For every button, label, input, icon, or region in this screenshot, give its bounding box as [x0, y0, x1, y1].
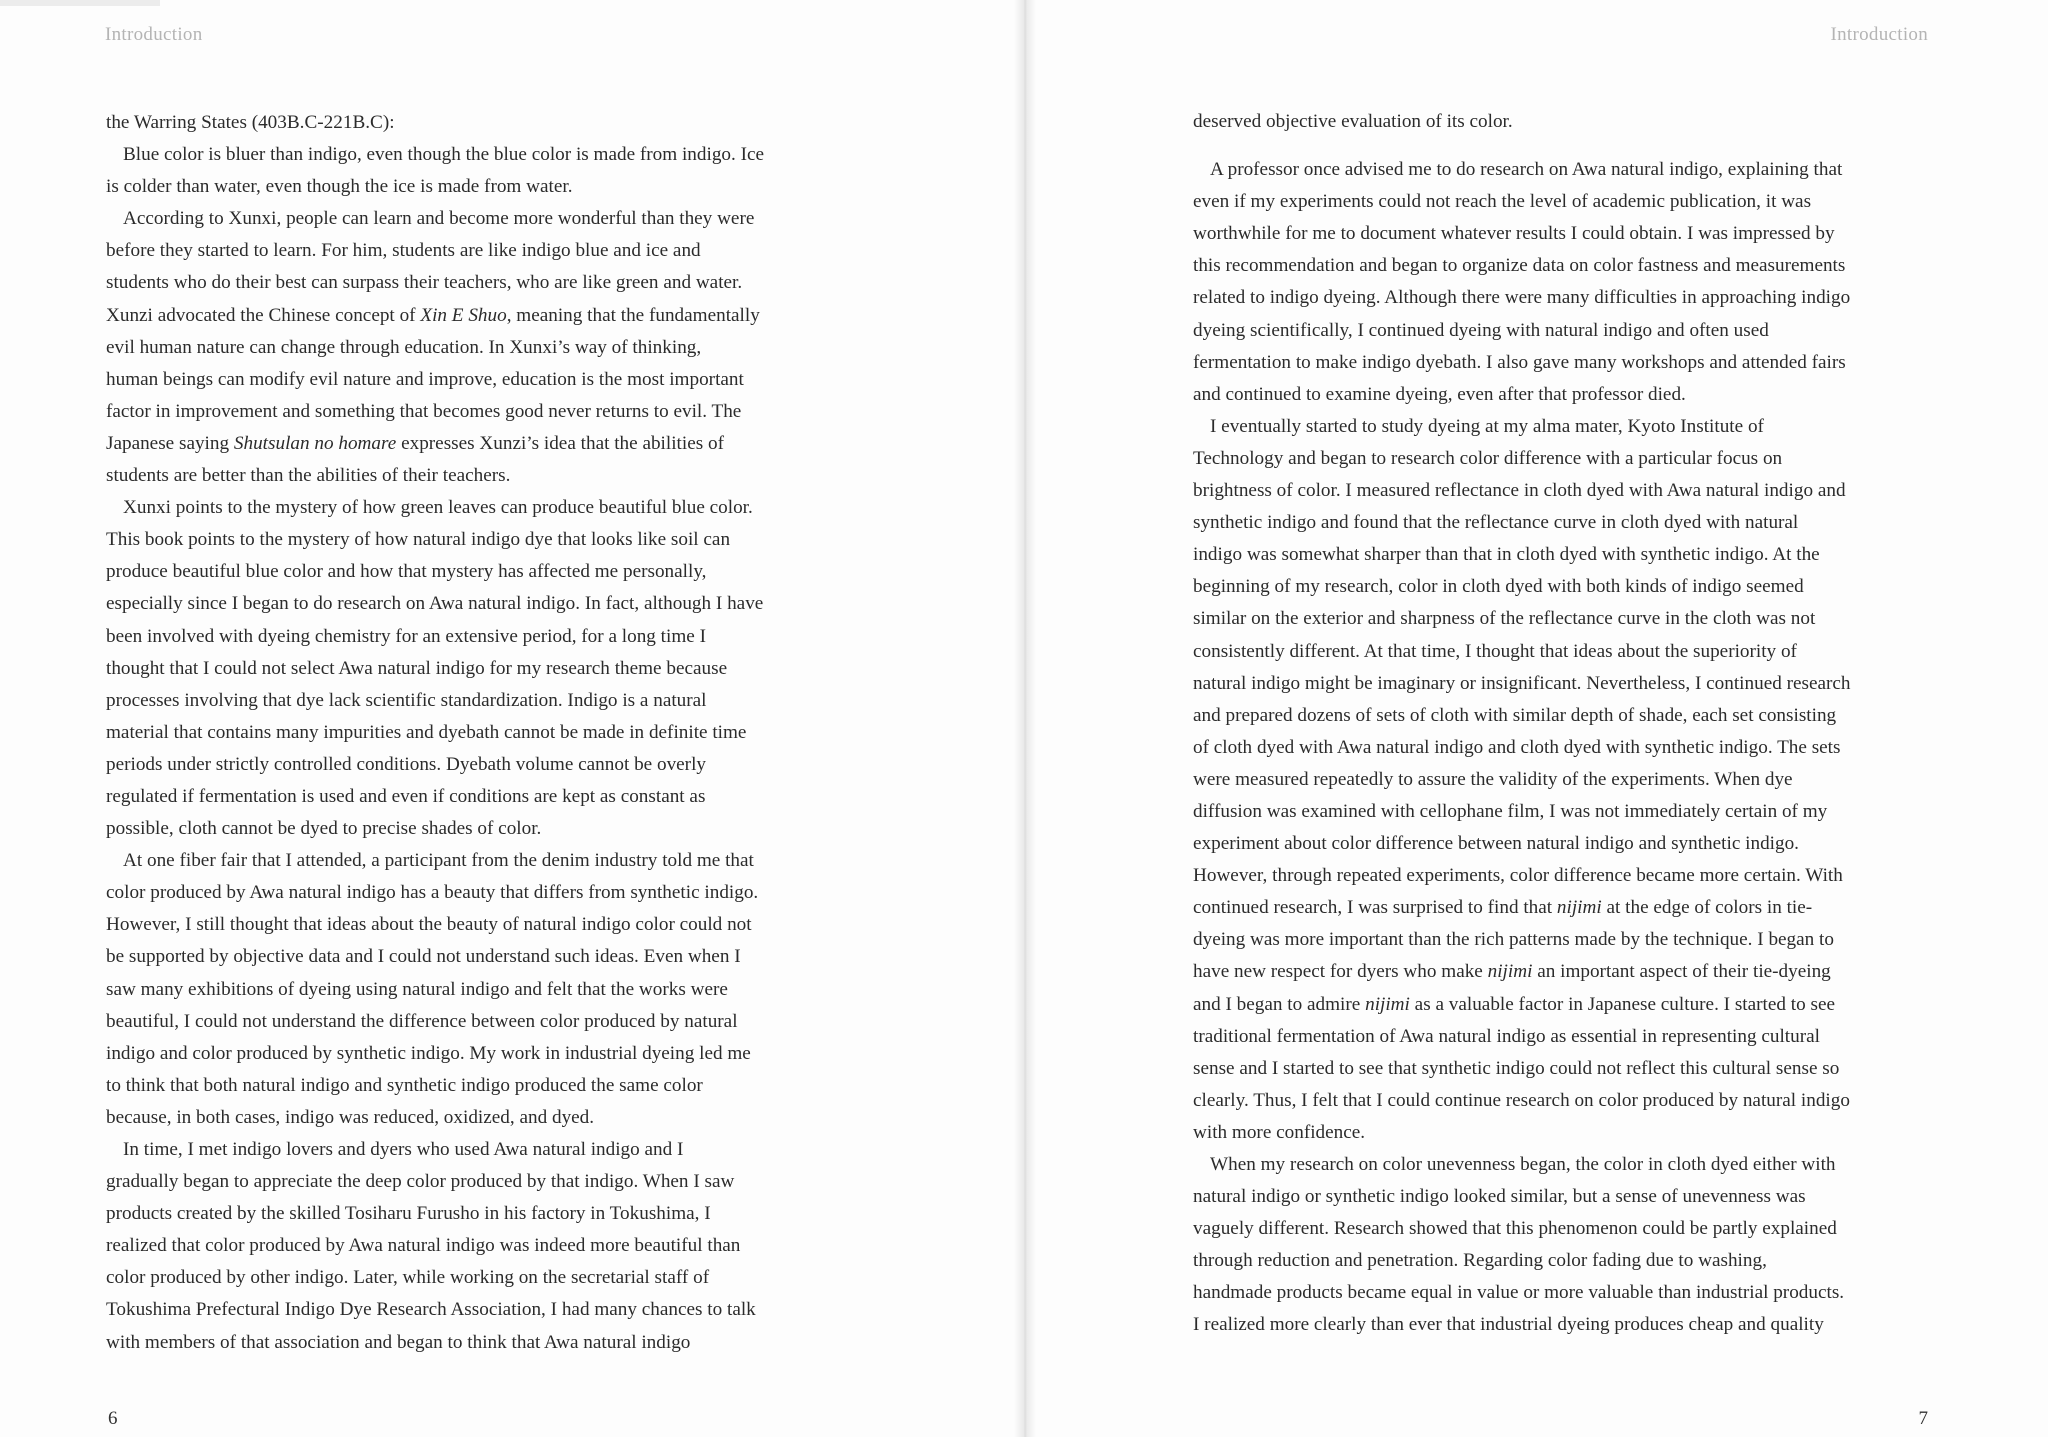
top-edge-band — [0, 0, 160, 6]
text-line — [1193, 989, 1931, 1021]
text-line — [1193, 347, 1931, 379]
text-line-segment: even if my experiments could not reach the level of academic publication, it was — [1193, 191, 1812, 213]
text-line-segment: indigo was somewhat sharper than that in cloth dyed with synthetic indigo. At the — [1193, 544, 1820, 566]
running-head: Introduction — [1830, 24, 1928, 45]
text-line-segment: similar on the exterior and sharpness of the reflectance curve in the cloth was not — [1193, 608, 1816, 630]
text-line-segment: and continued to examine dyeing, even after that professor died. — [1193, 383, 1686, 405]
text-line — [1193, 539, 1931, 571]
text-line — [1193, 860, 1931, 892]
text-line — [106, 139, 846, 171]
text-line-segment: and I began to admire — [1193, 993, 1366, 1015]
text-line-segment: synthetic indigo and found that the reflectance curve in cloth dyed with natural — [1193, 512, 1799, 534]
text-line — [1193, 764, 1931, 796]
text-line-segment: evil human nature can change through education. In Xunxi’s way of thinking, — [106, 336, 702, 358]
text-line-segment: Blue color is bluer than indigo, even though the blue color is made from indigo. Ice — [123, 144, 765, 166]
text-line — [1193, 1117, 1931, 1149]
text-line — [1193, 315, 1931, 347]
text-line-segment: handmade products became equal in value or more valuable than industrial products. — [1193, 1282, 1845, 1304]
text-line — [1193, 796, 1931, 828]
text-line — [106, 267, 846, 299]
text-line-segment: expresses Xunzi’s idea that the abilities of — [396, 432, 724, 454]
text-line-segment: Tokushima Prefectural Indigo Dye Research Association, I had many chances to talk — [106, 1299, 756, 1321]
text-line — [1193, 379, 1931, 411]
text-line-segment: I eventually started to study dyeing at my alma mater, Kyoto Institute of — [1210, 415, 1764, 437]
italic-term: nijimi — [1365, 993, 1410, 1015]
text-line-segment: fermentation to make indigo dyebath. I also gave many workshops and attended fairs — [1193, 351, 1846, 373]
body-text — [106, 107, 846, 1359]
text-line — [106, 813, 846, 845]
text-line — [106, 1262, 846, 1294]
text-line — [1193, 411, 1931, 443]
text-line — [1193, 1053, 1931, 1085]
text-line — [1193, 1021, 1931, 1053]
text-line — [1193, 636, 1931, 668]
text-line-segment: beginning of my research, color in cloth dyed with both kinds of indigo seemed — [1193, 576, 1804, 598]
text-line — [1193, 218, 1931, 250]
text-line — [106, 1070, 846, 1102]
text-line-segment: be supported by objective data and I could not understand such ideas. Even when I — [106, 946, 741, 968]
text-line — [106, 621, 846, 653]
text-line-segment: thought that I could not select Awa natural indigo for my research theme because — [106, 657, 728, 679]
text-line-segment: an important aspect of their tie-dyeing — [1532, 961, 1831, 983]
text-line — [1193, 475, 1931, 507]
text-line-segment: with members of that association and began to think that Awa natural indigo — [106, 1331, 691, 1353]
italic-term: Xin E Shuo — [420, 304, 507, 326]
text-line — [1193, 892, 1931, 924]
text-line-segment: I realized more clearly than ever that industrial dyeing produces cheap and quality — [1193, 1314, 1824, 1336]
text-line — [1193, 1213, 1931, 1245]
text-line-segment: students are better than the abilities of their teachers. — [106, 465, 511, 487]
text-line — [106, 749, 846, 781]
text-line — [1193, 106, 1931, 138]
text-line-segment: material that contains many impurities and dyebath cannot be made in definite time — [106, 721, 747, 743]
text-line — [106, 1006, 846, 1038]
text-line-segment: to think that both natural indigo and synthetic indigo produced the same color — [106, 1074, 703, 1096]
text-line-segment: color produced by Awa natural indigo has a beauty that differs from synthetic indigo. — [106, 882, 759, 904]
text-line-segment: periods under strictly controlled conditions. Dyebath volume cannot be overly — [106, 753, 706, 775]
italic-term: nijimi — [1487, 961, 1533, 983]
text-line-segment: natural indigo might be imaginary or insignificant. Nevertheless, I continued research — [1193, 672, 1851, 694]
text-line-segment: students who do their best can surpass their teachers, who are like green and water. — [106, 272, 743, 294]
italic-term: nijimi — [1556, 897, 1602, 919]
text-line — [1193, 154, 1931, 186]
left-page — [0, 0, 1018, 1437]
text-line — [106, 492, 846, 524]
text-line — [106, 877, 846, 909]
text-line-segment: processes involving that dye lack scientific standardization. Indigo is a natural — [106, 689, 707, 711]
text-line-segment: with more confidence. — [1193, 1121, 1366, 1143]
paragraph-gap — [1193, 138, 1931, 154]
text-line — [106, 300, 846, 332]
text-line-segment: is colder than water, even though the ice is made from water. — [106, 176, 573, 198]
text-line-segment: regulated if fermentation is used and even if conditions are kept as constant as — [106, 785, 706, 807]
text-line — [106, 1230, 846, 1262]
text-line-segment: been involved with dyeing chemistry for an extensive period, for a long time I — [106, 625, 706, 647]
text-line — [106, 1134, 846, 1166]
text-line — [106, 107, 846, 139]
text-line-segment: Xunzi advocated the Chinese concept of — [106, 304, 421, 326]
text-line — [106, 556, 846, 588]
text-line-segment: vaguely different. Research showed that this phenomenon could be partly explained — [1193, 1218, 1837, 1240]
text-line — [1193, 603, 1931, 635]
text-line — [106, 588, 846, 620]
text-line — [1193, 924, 1931, 956]
text-line-segment: this recommendation and began to organize data on color fastness and measurements — [1193, 255, 1846, 277]
page-number: 7 — [1918, 1408, 1928, 1429]
text-line — [106, 909, 846, 941]
text-line-segment: the Warring States (403B.C-221B.C): — [106, 112, 395, 133]
text-line-segment: because, in both cases, indigo was reduced, oxidized, and dyed. — [106, 1106, 595, 1128]
text-line — [1193, 956, 1931, 988]
text-line — [106, 1198, 846, 1230]
text-line — [1193, 828, 1931, 860]
text-line-segment: When my research on color unevenness began, the color in cloth dyed either with — [1210, 1154, 1836, 1175]
text-line — [106, 685, 846, 717]
text-line — [1193, 250, 1931, 282]
italic-term: Shutsulan no homare — [233, 432, 397, 454]
text-line-segment: as a valuable factor in Japanese culture. I started to see — [1409, 993, 1836, 1015]
text-line-segment: continued research, I was surprised to find that — [1193, 897, 1557, 919]
text-line — [106, 1038, 846, 1070]
text-line-segment: experiment about color difference between natural indigo and synthetic indigo. — [1193, 833, 1799, 855]
text-line-segment: products created by the skilled Tosiharu Furusho in his factory in Tokushima, I — [106, 1203, 711, 1225]
text-line-segment: Xunxi points to the mystery of how green leaves can produce beautiful blue color. — [123, 497, 753, 519]
running-head: Introduction — [105, 24, 203, 45]
text-line — [106, 845, 846, 877]
text-line-segment: This book points to the mystery of how natural indigo dye that looks like soil can — [106, 529, 731, 551]
text-line-segment: A professor once advised me to do research on Awa natural indigo, explaining that — [1210, 159, 1843, 181]
text-line-segment: traditional fermentation of Awa natural indigo as essential in representing cultural — [1193, 1025, 1820, 1047]
text-line-segment: natural indigo or synthetic indigo looked similar, but a sense of unevenness was — [1193, 1186, 1806, 1208]
text-line — [106, 941, 846, 973]
text-line — [106, 203, 846, 235]
page-number: 6 — [108, 1408, 118, 1429]
text-line-segment: were measured repeatedly to assure the validity of the experiments. When dye — [1193, 768, 1793, 790]
text-line — [1193, 732, 1931, 764]
text-line-segment: consistently different. At that time, I thought that ideas about the superiority of — [1193, 640, 1797, 662]
text-line-segment: human beings can modify evil nature and improve, education is the most important — [106, 368, 744, 390]
text-line — [106, 171, 846, 203]
text-line — [106, 460, 846, 492]
text-line-segment: beautiful, I could not understand the difference between color produced by natural — [106, 1010, 738, 1032]
text-line — [106, 396, 846, 428]
text-line-segment: realized that color produced by Awa natural indigo was indeed more beautiful than — [106, 1235, 741, 1257]
text-line-segment: Technology and began to research color difference with a particular focus on — [1193, 447, 1783, 469]
text-line — [1193, 1149, 1931, 1181]
text-line — [106, 974, 846, 1006]
text-line-segment: especially since I began to do research on Awa natural indigo. In fact, although I have — [106, 593, 764, 615]
right-page — [1030, 0, 2048, 1437]
text-line — [106, 524, 846, 556]
text-line-segment: dyeing was more important than the rich patterns made by the technique. I began to — [1193, 929, 1834, 951]
text-line — [1193, 1245, 1931, 1277]
text-line-segment: In time, I met indigo lovers and dyers who used Awa natural indigo and I — [123, 1139, 684, 1160]
text-line — [1193, 571, 1931, 603]
text-line-segment: before they started to learn. For him, students are like indigo blue and ice and — [106, 240, 701, 262]
text-line — [1193, 668, 1931, 700]
text-line-segment: at the edge of colors in tie- — [1601, 897, 1813, 919]
text-line-segment: produce beautiful blue color and how that mystery has affected me personally, — [106, 561, 707, 583]
text-line-segment: diffusion was examined with cellophane film, I was not immediately certain of my — [1193, 800, 1828, 822]
text-line-segment: indigo and color produced by synthetic indigo. My work in industrial dyeing led me — [106, 1042, 751, 1064]
text-line-segment: saw many exhibitions of dyeing using natural indigo and felt that the works were — [106, 978, 728, 1000]
text-line-segment: have new respect for dyers who make — [1193, 961, 1488, 983]
text-line — [1193, 282, 1931, 314]
text-line — [1193, 700, 1931, 732]
text-line-segment: Japanese saying — [106, 432, 234, 454]
text-line — [106, 364, 846, 396]
text-line-segment: clearly. Thus, I felt that I could continue research on color produced by natural indigo — [1193, 1089, 1850, 1111]
text-line-segment: brightness of color. I measured reflectance in cloth dyed with Awa natural indigo and — [1193, 480, 1846, 502]
text-line-segment: gradually began to appreciate the deep color produced by that indigo. When I saw — [106, 1171, 735, 1193]
text-line — [106, 1294, 846, 1326]
text-line — [106, 781, 846, 813]
text-line — [106, 428, 846, 460]
text-line — [1193, 1277, 1931, 1309]
text-line-segment: and prepared dozens of sets of cloth with similar depth of shade, each set consisting — [1193, 704, 1837, 726]
text-line-segment: sense and I started to see that synthetic indigo could not reflect this cultural sense so — [1193, 1057, 1840, 1079]
text-line-segment: through reduction and penetration. Regarding color fading due to washing, — [1193, 1250, 1767, 1272]
text-line-segment: , meaning that the fundamentally — [506, 304, 760, 326]
text-line — [106, 332, 846, 364]
text-line-segment: possible, cloth cannot be dyed to precise shades of color. — [106, 818, 542, 840]
text-line — [1193, 1085, 1931, 1117]
text-line-segment: related to indigo dyeing. Although there were many difficulties in approaching indigo — [1193, 287, 1851, 309]
body-text — [1193, 106, 1931, 1342]
text-line — [1193, 507, 1931, 539]
text-line-segment: However, I still thought that ideas about the beauty of natural indigo color could not — [106, 914, 752, 936]
text-line — [1193, 186, 1931, 218]
text-line-segment: dyeing scientifically, I continued dyeing with natural indigo and often used — [1193, 319, 1769, 341]
text-line — [106, 235, 846, 267]
text-line-segment: factor in improvement and something that becomes good never returns to evil. The — [106, 400, 742, 422]
text-line — [106, 653, 846, 685]
text-line — [1193, 443, 1931, 475]
text-line — [1193, 1181, 1931, 1213]
text-line-segment: color produced by other indigo. Later, while working on the secretarial staff of — [106, 1267, 710, 1289]
text-line-segment: According to Xunxi, people can learn and become more wonderful than they were — [123, 208, 755, 230]
text-line — [1193, 1309, 1931, 1341]
text-line-segment: worthwhile for me to document whatever results I could obtain. I was impressed by — [1193, 223, 1835, 245]
text-line-segment: of cloth dyed with Awa natural indigo and cloth dyed with synthetic indigo. The sets — [1193, 736, 1841, 758]
text-line — [106, 717, 846, 749]
text-line-segment: deserved objective evaluation of its color. — [1193, 111, 1513, 132]
text-line-segment: At one fiber fair that I attended, a participant from the denim industry told me that — [123, 850, 754, 872]
text-line — [106, 1166, 846, 1198]
text-line — [106, 1327, 846, 1359]
text-line-segment: However, through repeated experiments, color difference became more certain. With — [1193, 865, 1843, 887]
text-line — [106, 1102, 846, 1134]
